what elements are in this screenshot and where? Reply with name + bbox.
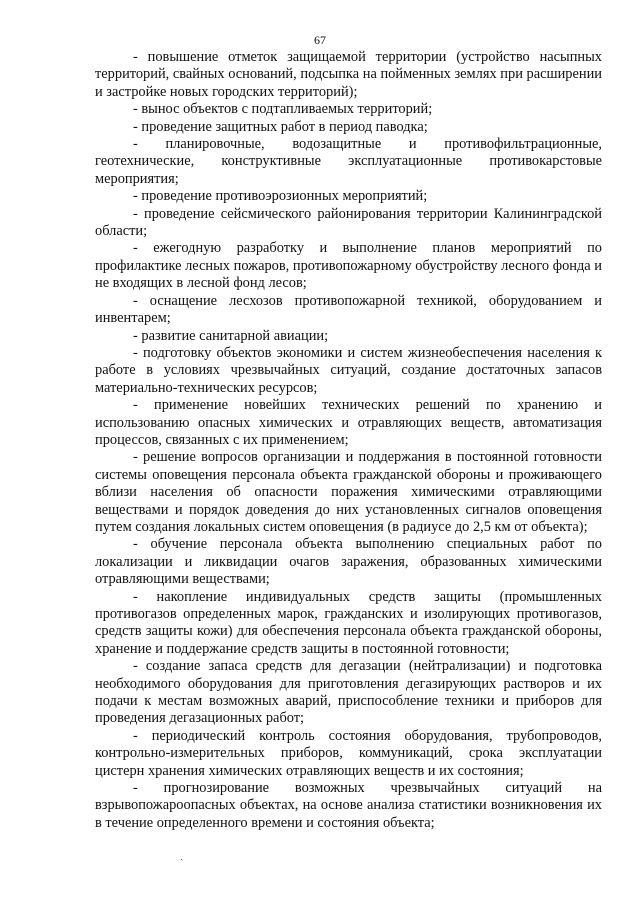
list-item: - ежегодную разработку и выполнение планов мероприятий по профилактике лесных пожаров, противопожарному обустройству лесного фонда и не входящих в лесной фонд лесов; — [95, 240, 602, 292]
list-item: - повышение отметок защищаемой территории (устройство насыпных территорий, свайных оснований, подсыпка на пойменных землях при расширении и застройке новых городских территорий); — [95, 49, 602, 100]
list-item: - вынос объектов с подтапливаемых территорий; — [133, 101, 433, 118]
list-item: - проведение сейсмического районирования территории Калининградской области; — [95, 205, 602, 240]
list-item: - накопление индивидуальных средств защиты (промышленных противогазов определенных марок, гражданских и изолирующих противогазов, средств защиты кожи) для обеспечения персонала объекта гражданской обороны, хранение и поддержание средств защиты в постоянной готовности; — [95, 588, 602, 657]
list-item: - решение вопросов организации и поддержания в постоянной готовности системы оповещения персонала объекта гражданской обороны и проживающего вблизи населения об опасности поражения химическими отравляющими веществами и порядок доведения до них установленных сигналов оповещения путем создания локальных систем оповещения (в радиусе до 2,5 км от объекта); — [95, 449, 602, 535]
list-item: - проведение защитных работ в период паводка; — [133, 118, 428, 135]
list-item: - обучение персонала объекта выполнению специальных работ по локализации и ликвидации очагов заражения, образованных химическими отравляющими веществами; — [95, 536, 602, 588]
list-item: - применение новейших технических решений по хранению и использованию опасных химических и отравляющих веществ, автоматизация процессов, связанных с их применением; — [95, 397, 602, 448]
scan-speck: ˎ — [180, 850, 184, 861]
list-item: - подготовку объектов экономики и систем жизнеобеспечения населения к работе в условиях чрезвычайных ситуаций, создание достаточных запасов материально-технических ресурсов; — [95, 344, 602, 396]
list-item: - создание запаса средств для дегазации (нейтрализации) и подготовка необходимого оборудования для приготовления дегазирующих растворов и их подачи к местам возможных аварий, приспособление техники и приборов для проведения дегазационных работ; — [95, 658, 602, 727]
document-body — [95, 49, 602, 832]
list-item: - проведение противоэрозионных мероприятий; — [133, 188, 428, 205]
list-item: - прогнозирование возможных чрезвычайных ситуаций на взрывопожароопасных объектах, на основе анализа статистики возникновения их в течение определенного времени и состояния объекта; — [95, 780, 602, 831]
list-item: - планировочные, водозащитные и противофильтрационные, геотехнические, конструктивные эксплуатационные противокарстовые мероприятия; — [95, 136, 602, 187]
list-item: - периодический контроль состояния оборудования, трубопроводов, контрольно-измерительных приборов, коммуникаций, срока эксплуатации цистерн хранения химических отравляющих веществ и их состояния; — [95, 727, 602, 779]
list-item: - оснащение лесхозов противопожарной техникой, оборудованием и инвентарем; — [95, 292, 602, 327]
page-number: 67 — [314, 33, 326, 47]
list-item: - развитие санитарной авиации; — [133, 327, 329, 344]
